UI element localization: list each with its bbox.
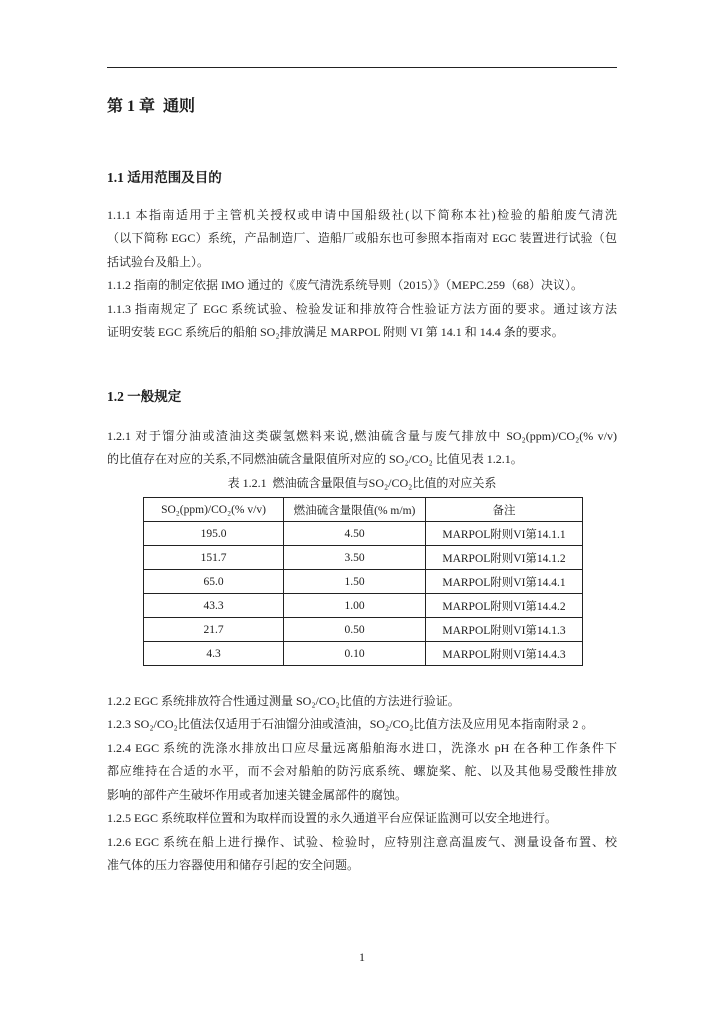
paragraph-line: 1.2.6 EGC 系统在船上进行操作、试验、检验时，应特别注意高温废气、测量设备布置、校 <box>107 834 617 849</box>
table-row <box>144 546 583 570</box>
table-cell: 43.3 <box>144 594 284 618</box>
table-row <box>144 522 583 546</box>
table-cell: 4.3 <box>144 642 284 666</box>
section-heading-1-2: 1.2 一般规定 <box>107 389 182 404</box>
section-1-2-body <box>107 690 617 877</box>
paragraph-line: 1.2.2 EGC 系统排放符合性通过测量 SO₂/CO₂比值的方法进行验证。 <box>107 694 460 708</box>
section-1-1-body <box>107 204 617 345</box>
paragraph-line: 1.2.1 对于馏分油或渣油这类碳氢燃料来说,燃油硫含量与废气排放中 SO₂(ppm)/CO₂(% v/v) <box>107 429 617 443</box>
table-cell: 1.50 <box>284 570 426 594</box>
header-rule <box>107 67 617 68</box>
table-row <box>144 642 583 666</box>
table-cell: MARPOL附则VI第14.1.3 <box>426 618 583 642</box>
table-cell: 65.0 <box>144 570 284 594</box>
table-cell: MARPOL附则VI第14.1.2 <box>426 546 583 570</box>
table-header-row <box>144 498 583 522</box>
table-row <box>144 618 583 642</box>
table-header-cell: 备注 <box>426 498 583 522</box>
table-cell: 195.0 <box>144 522 284 546</box>
table-cell: MARPOL附则VI第14.4.3 <box>426 642 583 666</box>
paragraph-line: （以下简称 EGC）系统，产品制造厂、造船厂或船东也可参照本指南对 EGC 装置进行试验（包 <box>107 231 617 246</box>
table-cell: 0.10 <box>284 642 426 666</box>
table-cell: 1.00 <box>284 594 426 618</box>
paragraph-line: 1.1.1 本指南适用于主管机关授权或申请中国船级社(以下简称本社)检验的船舶废气清洗 <box>107 208 617 222</box>
paragraph-line: 影响的部件产生破坏作用或者加速关键金属部件的腐蚀。 <box>107 787 408 802</box>
paragraph-line: 括试验台及船上）。 <box>107 254 210 269</box>
table-row <box>144 594 583 618</box>
paragraph-line: 的比值存在对应的关系,不同燃油硫含量限值所对应的 SO₂/CO₂ 比值见表 1.2.1。 <box>107 452 523 467</box>
table-cell: 21.7 <box>144 618 284 642</box>
chapter-title: 第 1 章 通则 <box>107 98 196 115</box>
table-cell: MARPOL附则VI第14.4.1 <box>426 570 583 594</box>
section-1-2-intro <box>107 425 617 472</box>
paragraph-line: 1.2.4 EGC 系统的洗涤水排放出口应尽量远离船舶海水进口，洗涤水 pH 在各种工作条件下 <box>107 740 617 755</box>
table-row <box>144 570 583 594</box>
section-heading-1-1: 1.1 适用范围及目的 <box>107 170 222 185</box>
sulphur-ratio-table <box>143 497 583 666</box>
paragraph-line: 准气体的压力容器使用和储存引起的安全问题。 <box>107 857 360 872</box>
paragraph-line: 证明安装 EGC 系统后的船舶 SO₂排放满足 MARPOL 附则 VI 第 14.1 和 14.4 条的要求。 <box>107 325 564 340</box>
paragraph-line: 1.2.5 EGC 系统取样位置和为取样而设置的永久通道平台应保证监测可以安全地进行。 <box>107 811 558 826</box>
table-cell: 0.50 <box>284 618 426 642</box>
table-cell: 151.7 <box>144 546 284 570</box>
paragraph-line: 1.1.3 指南规定了 EGC 系统试验、检验发证和排放符合性验证方法方面的要求。通过该方法 <box>107 301 617 316</box>
paragraph-line: 1.2.3 SO₂/CO₂比值法仅适用于石油馏分油或渣油，SO₂/CO₂比值方法及应用见本指南附录 2 。 <box>107 717 594 732</box>
table-header-cell: SO₂(ppm)/CO₂(% v/v) <box>144 498 284 522</box>
table-cell: 4.50 <box>284 522 426 546</box>
page-number: 1 <box>359 950 365 964</box>
table-cell: 3.50 <box>284 546 426 570</box>
table-header-cell: 燃油硫含量限值(% m/m) <box>284 498 426 522</box>
paragraph-line: 1.1.2 指南的制定依据 IMO 通过的《废气清洗系统导则（2015）》（MEPC.259（68）决议）。 <box>107 278 584 293</box>
table-cell: MARPOL附则VI第14.1.1 <box>426 522 583 546</box>
table-cell: MARPOL附则VI第14.4.2 <box>426 594 583 618</box>
paragraph-line: 都应维持在合适的水平，而不会对船舶的防污底系统、螺旋桨、舵、以及其他易受酸性排放 <box>107 764 617 779</box>
table-caption: 表 1.2.1 燃油硫含量限值与SO₂/CO₂比值的对应关系 <box>227 476 497 490</box>
